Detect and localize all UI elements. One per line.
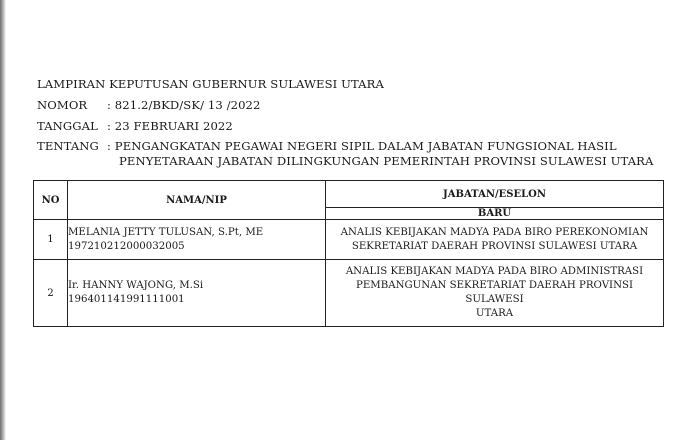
- tentang-label: TENTANG: [37, 139, 99, 153]
- nomor-value: : 821.2/BKD/SK/ 13 /2022: [107, 98, 261, 112]
- nip-text: 196401141991111001: [68, 294, 185, 305]
- lampiran-title: LAMPIRAN KEPUTUSAN GUBERNUR SULAWESI UTARA: [37, 77, 384, 91]
- tentang-value-line2: PENYETARAAN JABATAN DILINGKUNGAN PEMERINTAH PROVINSI SULAWESI UTARA: [119, 154, 654, 168]
- tentang-row: [37, 139, 677, 171]
- row-number: 2: [34, 260, 68, 327]
- col-baru-header: BARU: [326, 208, 664, 220]
- pegawai-table: [33, 180, 664, 327]
- nama-text: MELANIA JETTY TULUSAN, S.Pt, ME: [68, 226, 264, 238]
- table-row: [34, 260, 664, 327]
- jabatan-line: PEMBANGUNAN SEKRETARIAT DAERAH PROVINSI SULAWESI: [356, 280, 633, 305]
- jabatan-line: SEKRETARIAT DAERAH PROVINSI SULAWESI UTARA: [351, 240, 638, 252]
- jabatan-line: ANALIS KEBIJAKAN MADYA PADA BIRO ADMINISTRASI: [345, 266, 644, 277]
- table-header-row: [34, 181, 664, 208]
- nama-nip-cell: [68, 220, 326, 260]
- nip-text: 197210212000032005: [68, 240, 185, 252]
- col-jabatan-header: JABATAN/ESELON: [326, 181, 664, 208]
- nomor-label: NOMOR: [37, 98, 88, 112]
- col-nama-header: NAMA/NIP: [68, 181, 326, 220]
- col-no-header: NO: [34, 181, 68, 220]
- table-row: [34, 220, 664, 260]
- tanggal-label: TANGGAL: [37, 119, 98, 133]
- nama-nip-cell: [68, 260, 326, 327]
- row-number: 1: [34, 220, 68, 260]
- jabatan-cell: [326, 220, 664, 260]
- tentang-value-line1: : PENGANGKATAN PEGAWAI NEGERI SIPIL DALAM JABATAN FUNGSIONAL HASIL: [107, 139, 617, 153]
- jabatan-cell: [326, 260, 664, 327]
- nomor-row: [37, 98, 677, 114]
- nama-text: Ir. HANNY WAJONG, M.Si: [68, 280, 204, 291]
- tanggal-row: [37, 119, 677, 135]
- jabatan-line: ANALIS KEBIJAKAN MADYA PADA BIRO PEREKONOMIAN: [340, 226, 649, 238]
- jabatan-line: UTARA: [475, 308, 514, 319]
- tanggal-value: : 23 FEBRUARI 2022: [107, 119, 233, 133]
